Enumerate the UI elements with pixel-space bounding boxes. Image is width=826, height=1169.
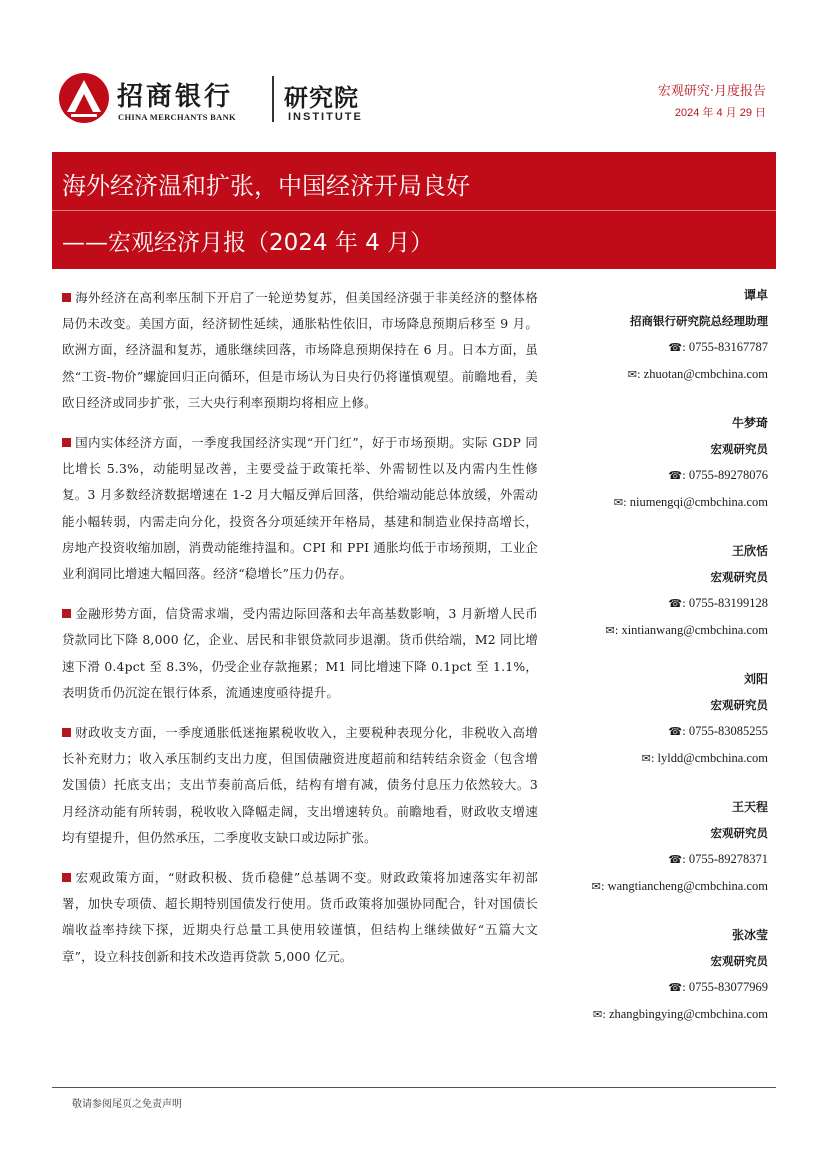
author-title: 宏观研究员 [710, 954, 768, 968]
mail-icon: ✉: [591, 880, 605, 893]
report-title: 海外经济温和扩张，中国经济开局良好 [62, 172, 470, 200]
summary-paragraph: 海外经济在高利率压制下开启了一轮逆势复苏，但美国经济强于非美经济的整体格局仍未改变。美国方面，经济韧性延续，通胀粘性依旧，市场降息预期后移至 9 月。欧洲方面，经济温和复苏，通胀继续回落，市场降息预期保持在 6 月。日本方面，虽然“工资-物价”螺旋回归正向循环，但是市场认为日央行仍将谨慎观望。前瞻地看，美欧日经济或同步扩张，三大央行利率预期均将相应上修。 [62, 290, 538, 410]
author-phone: ☎: 0755-83199128 [560, 590, 768, 617]
author-phone: ☎: 0755-83077969 [560, 974, 768, 1001]
author-name: 牛梦琦 [731, 416, 768, 430]
author-phone: ☎: 0755-89278371 [560, 846, 768, 873]
author-email[interactable]: ✉: lyldd@cmbchina.com [560, 745, 768, 772]
author-title: 招商银行研究院总经理助理 [630, 314, 768, 328]
author-card [560, 794, 768, 900]
author-list [560, 282, 768, 1050]
author-card [560, 666, 768, 772]
author-name: 刘阳 [743, 672, 768, 686]
author-title: 宏观研究员 [710, 826, 768, 840]
summary-paragraph: 金融形势方面，信贷需求端，受内需边际回落和去年高基数影响，3 月新增人民币贷款同比下降 8,000 亿，企业、居民和非银贷款同步退潮。货币供给端，M2 同比增速下滑 0.4pct 至 8.3%，仍受企业存款拖累；M1 同比增速下降 0.1pct 至 1.1%，表明货币仍沉淀在银行体系，流通速度亟待提升。 [62, 606, 538, 700]
author-email[interactable]: ✉: zhuotan@cmbchina.com [560, 361, 768, 388]
report-date: 2024 年 4 月 29 日 [674, 107, 766, 119]
bullet-square-icon [62, 609, 71, 618]
disclaimer-note: 敬请参阅尾页之免责声明 [72, 1099, 182, 1110]
author-email[interactable]: ✉: xintianwang@cmbchina.com [560, 617, 768, 644]
author-card [560, 922, 768, 1028]
author-card [560, 282, 768, 388]
bullet-square-icon [62, 293, 71, 302]
banner-divider [52, 210, 776, 211]
bullet-square-icon [62, 728, 71, 737]
institute-name-cn: 研究院 [284, 84, 359, 112]
author-phone: ☎: 0755-83085255 [560, 718, 768, 745]
author-card [560, 410, 768, 516]
author-title: 宏观研究员 [710, 698, 768, 712]
brand-name-en: CHINA MERCHANTS BANK [118, 112, 236, 122]
phone-icon: ☎: [668, 469, 686, 482]
mail-icon: ✉: [605, 624, 619, 637]
phone-icon: ☎: [668, 341, 686, 354]
author-name: 张冰莹 [731, 928, 768, 942]
author-name: 王天程 [731, 800, 768, 814]
phone-icon: ☎: [668, 853, 686, 866]
cmb-logo-icon [58, 72, 110, 124]
author-name: 谭卓 [743, 288, 768, 302]
author-title: 宏观研究员 [710, 570, 768, 584]
author-card [560, 538, 768, 644]
brand-name-cn: 招商银行 [117, 82, 234, 112]
institute-name-en: INSTITUTE [288, 111, 363, 123]
summary-paragraph: 宏观政策方面，“财政积极、货币稳健”总基调不变。财政政策将加速落实年初部署，加快专项债、超长期特别国债发行使用。货币政策将加强协同配合，针对国债长端收益率持续下探，近期央行总量工具使用较谨慎，但结构上继续做好“五篇大文章”，设立科技创新和技术改造再贷款 5,000 亿元。 [62, 870, 538, 964]
mail-icon: ✉: [641, 752, 655, 765]
phone-icon: ☎: [668, 597, 686, 610]
mail-icon: ✉: [593, 1008, 606, 1021]
mail-icon: ✉: [613, 496, 627, 509]
phone-icon: ☎: [668, 725, 686, 738]
title-banner [52, 152, 776, 269]
page-header [0, 0, 826, 150]
author-phone: ☎: 0755-83167787 [560, 334, 768, 361]
summary-paragraph: 财政收支方面，一季度通胀低迷拖累税收收入，主要税种表现分化，非税收入高增长补充财力；收入承压制约支出力度，但国债融资进度超前和结转结余资金（包含增发国债）托底支出；支出节奏前高后低，结构有增有减，债务付息压力依然较大。3 月经济动能有所转弱，税收收入降幅走阔，支出增速转负。前瞻地看，财政收支增速均有望提升，但仍然承压，二季度收支缺口或边际扩张。 [62, 725, 538, 845]
footer-divider [52, 1087, 776, 1088]
report-type: 宏观研究·月度报告 [657, 84, 766, 99]
logo-divider [272, 76, 274, 122]
report-subtitle: ——宏观经济月报（2024 年 4 月） [62, 230, 434, 256]
summary-paragraph: 国内实体经济方面，一季度我国经济实现“开门红”，好于市场预期。实际 GDP 同比增长 5.3%，动能明显改善，主要受益于政策托举、外需韧性以及内需内生性修复。3 月多数经济数据增速在 1-2 月大幅反弹后回落，供给端动能总体放缓，外需动能小幅转弱，内需走向分化，投资各分项延续开年格局，基建和制造业保持高增长，房地产投资收缩加剧，消费动能维持温和。CPI 和 PPI 通胀均低于市场预期，工业企业利润同比增速大幅回落。经济“稳增长”压力仍存。 [62, 435, 538, 582]
mail-icon: ✉: [627, 368, 641, 381]
author-email[interactable]: ✉: zhangbingying@cmbchina.com [560, 1001, 768, 1028]
phone-icon: ☎: [668, 981, 686, 994]
author-email[interactable]: ✉: niumengqi@cmbchina.com [560, 489, 768, 516]
author-phone: ☎: 0755-89278076 [560, 462, 768, 489]
bullet-square-icon [62, 873, 71, 882]
summary-content [52, 285, 538, 984]
bullet-square-icon [62, 438, 71, 447]
author-email[interactable]: ✉: wangtiancheng@cmbchina.com [560, 873, 768, 900]
author-title: 宏观研究员 [710, 442, 768, 456]
author-name: 王欣恬 [731, 544, 768, 558]
